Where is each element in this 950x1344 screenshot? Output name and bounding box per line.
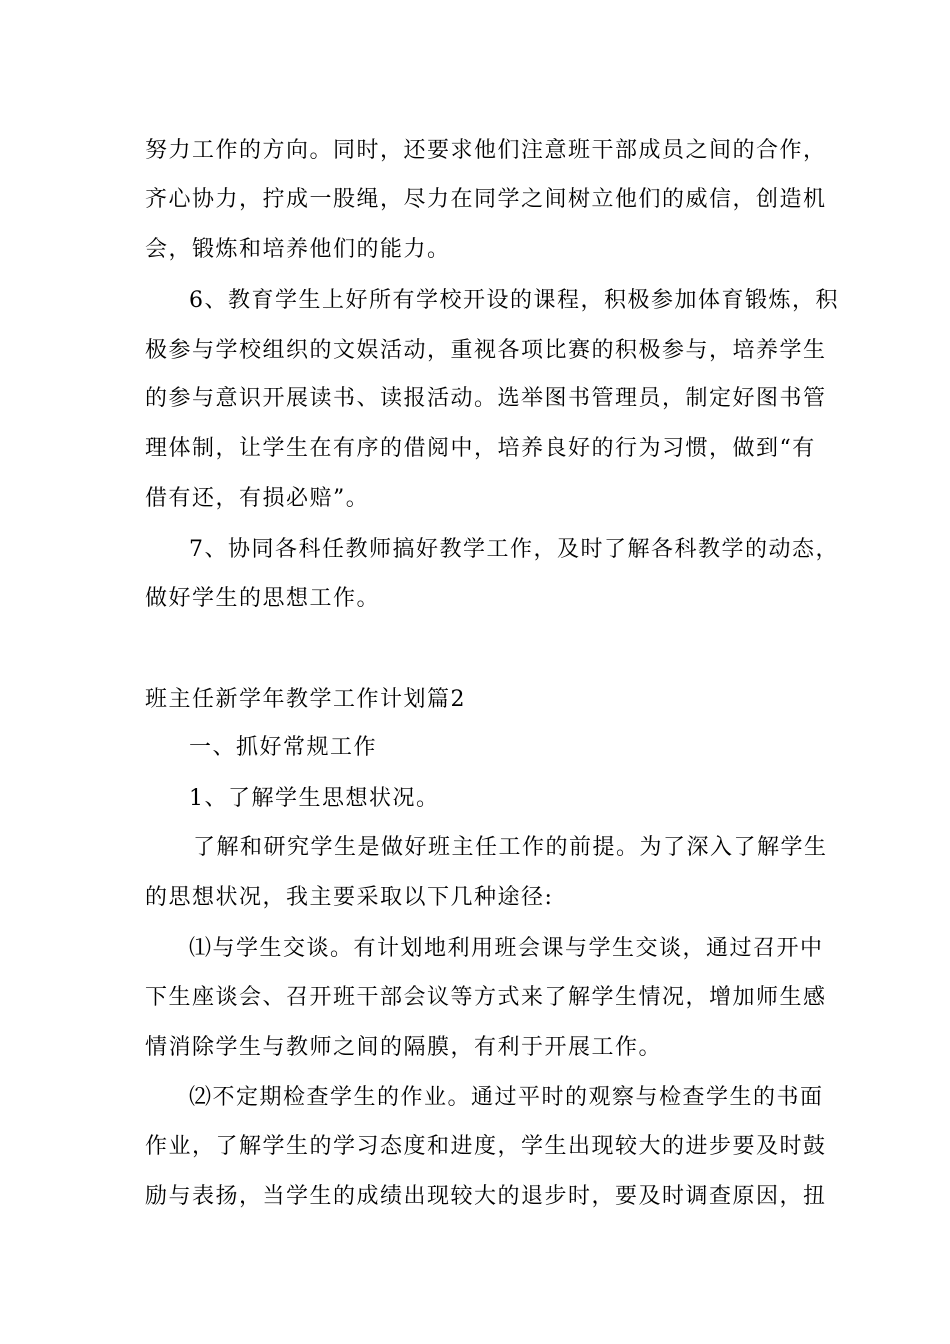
text-line: 的参与意识开展读书、读报活动。选举图书管理员，制定好图书管 [145, 386, 827, 411]
text-line: 极参与学校组织的文娱活动，重视各项比赛的积极参与，培养学生 [145, 338, 827, 363]
text-line: 齐心协力，拧成一股绳，尽力在同学之间树立他们的威信，创造机 [145, 187, 827, 212]
text-line: 努力工作的方向。同时，还要求他们注意班干部成员之间的合作， [145, 138, 827, 163]
text-line: 理体制，让学生在有序的借阅中，培养良好的行为习惯，做到“有 [145, 436, 816, 461]
paragraph-start-line: 了解和研究学生是做好班主任工作的前提。为了深入了解学生 [193, 835, 828, 860]
section-title: 班主任新学年教学工作计划篇2 [145, 687, 466, 712]
text-line: 励与表扬，当学生的成绩出现较大的退步时，要及时调查原因，扭 [145, 1184, 827, 1209]
paragraph-start-line: ⑴与学生交谈。有计划地利用班会课与学生交谈，通过召开中 [189, 936, 824, 961]
text-line: 的思想状况，我主要采取以下几种途径: [145, 885, 554, 910]
text-line: 做好学生的思想工作。 [145, 586, 381, 611]
text-line: 借有还，有损必赔”。 [145, 486, 370, 511]
subsection-heading: 一、抓好常规工作 [189, 735, 378, 760]
text-line: 作业，了解学生的学习态度和进度，学生出现较大的进步要及时鼓 [145, 1134, 827, 1159]
paragraph-start-line: 7、协同各科任教师搞好教学工作，及时了解各科教学的动态， [189, 537, 839, 562]
text-line: 下生座谈会、召开班干部会议等方式来了解学生情况，增加师生感 [145, 985, 827, 1010]
paragraph-start-line: ⑵不定期检查学生的作业。通过平时的观察与检查学生的书面 [189, 1085, 824, 1110]
item-heading: 1、了解学生思想状况。 [189, 786, 440, 811]
paragraph-start-line: 6、教育学生上好所有学校开设的课程，积极参加体育锻炼，积 [189, 288, 839, 313]
text-line: 情消除学生与教师之间的隔膜，有利于开展工作。 [145, 1035, 663, 1060]
text-line: 会，锻炼和培养他们的能力。 [145, 237, 451, 262]
